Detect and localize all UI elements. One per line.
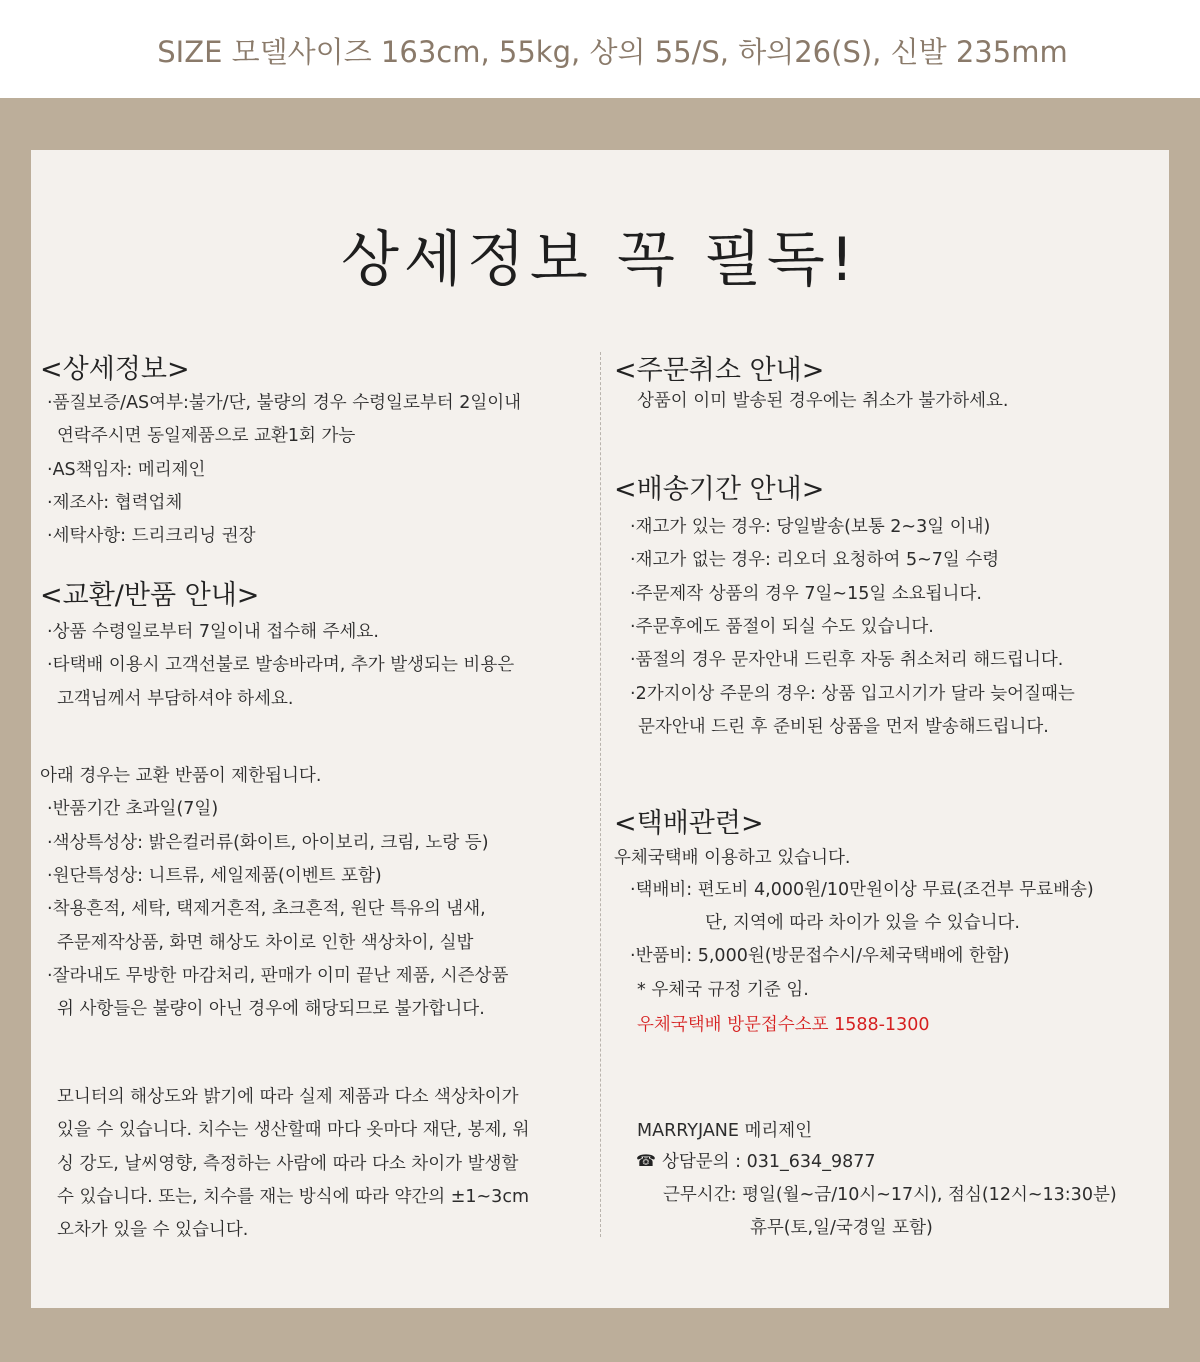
page-title: 상세정보 꼭 필독! <box>341 225 859 295</box>
restrict-line: ·잘라내도 무방한 마감처리, 판매가 이미 끝난 제품, 시즌상품 <box>47 966 509 986</box>
exchange-line: ·상품 수령일로부터 7일이내 접수해 주세요. <box>47 622 379 642</box>
delivery-line: ·재고가 있는 경우: 당일발송(보통 2~3일 이내) <box>630 517 991 537</box>
delivery-line: ·품절의 경우 문자안내 드린후 자동 취소처리 해드립니다. <box>630 650 1064 670</box>
cancel-heading: <주문취소 안내> <box>614 355 825 386</box>
delivery-heading: <배송기간 안내> <box>614 474 825 505</box>
detail-line: 연락주시면 동일제품으로 교환1회 가능 <box>57 426 356 446</box>
contact-phone: 상담문의 : 031_634_9877 <box>662 1152 876 1172</box>
detail-line: ·품질보증/AS여부:불가/단, 불량의 경우 수령일로부터 2일이내 <box>47 393 522 413</box>
contact-holiday: 휴무(토,일/국경일 포함) <box>750 1218 933 1238</box>
brand-name: MARRYJANE 메리제인 <box>637 1121 813 1141</box>
cancel-text: 상품이 이미 발송된 경우에는 취소가 불가하세요. <box>637 391 1009 411</box>
delivery-line: ·주문제작 상품의 경우 7일~15일 소요됩니다. <box>630 584 982 604</box>
monitor-line: 싱 강도, 날씨영향, 측정하는 사람에 따라 다소 차이가 발생할 <box>57 1154 519 1174</box>
detail-heading: <상세정보> <box>40 354 190 385</box>
phone-icon: ☎ <box>636 1151 656 1170</box>
exchange-line: ·타택배 이용시 고객선불로 발송바라며, 추가 발생되는 비용은 <box>47 655 515 675</box>
monitor-line: 오차가 있을 수 있습니다. <box>57 1220 249 1240</box>
delivery-line: ·재고가 없는 경우: 리오더 요청하여 5~7일 수령 <box>630 550 1000 570</box>
courier-intro: 우체국택배 이용하고 있습니다. <box>614 848 851 868</box>
monitor-line: 모니터의 해상도와 밝기에 따라 실제 제품과 다소 색상차이가 <box>57 1087 519 1107</box>
restrict-line: ·반품기간 초과일(7일) <box>47 799 219 819</box>
delivery-line: ·2가지이상 주문의 경우: 상품 입고시기가 달라 늦어질때는 <box>630 684 1075 704</box>
top-band <box>0 0 1200 98</box>
courier-fee-line: ·택배비: 편도비 4,000원/10만원이상 무료(조건부 무료배송) <box>630 880 1094 900</box>
courier-heading: <택배관련> <box>614 808 764 839</box>
exchange-heading: <교환/반품 안내> <box>40 580 260 611</box>
restrict-intro: 아래 경우는 교환 반품이 제한됩니다. <box>40 766 322 786</box>
restrict-line: 주문제작상품, 화면 해상도 차이로 인한 색상차이, 실밥 <box>57 933 474 953</box>
column-divider <box>600 352 601 1237</box>
contact-hours: 근무시간: 평일(월~금/10시~17시), 점심(12시~13:30분) <box>663 1185 1117 1205</box>
restrict-line: ·착용흔적, 세탁, 택제거흔적, 초크흔적, 원단 특유의 냄새, <box>47 899 486 919</box>
restrict-line: 위 사항들은 불량이 아닌 경우에 해당되므로 불가합니다. <box>57 999 485 1019</box>
courier-note: * 우체국 규정 기준 임. <box>637 980 809 1000</box>
delivery-line: ·주문후에도 품절이 되실 수도 있습니다. <box>630 617 934 637</box>
detail-line: ·제조사: 협력업체 <box>47 493 183 513</box>
courier-fee-line: ·반품비: 5,000원(방문접수시/우체국택배에 한함) <box>630 946 1010 966</box>
detail-line: ·AS책임자: 메리제인 <box>47 460 206 480</box>
model-size-info: SIZE 모델사이즈 163cm, 55kg, 상의 55/S, 하의26(S), 신발 235mm <box>157 35 1068 69</box>
monitor-line: 있을 수 있습니다. 치수는 생산할때 마다 옷마다 재단, 봉제, 워 <box>57 1120 530 1140</box>
delivery-line: 문자안내 드린 후 준비된 상품을 먼저 발송해드립니다. <box>638 717 1049 737</box>
restrict-line: ·원단특성상: 니트류, 세일제품(이벤트 포함) <box>47 866 382 886</box>
courier-visit-phone: 우체국택배 방문접수소포 1588-1300 <box>637 1015 930 1035</box>
detail-line: ·세탁사항: 드리크리닝 권장 <box>47 526 256 546</box>
monitor-line: 수 있습니다. 또는, 치수를 재는 방식에 따라 약간의 ±1~3cm <box>57 1187 529 1207</box>
restrict-line: ·색상특성상: 밝은컬러류(화이트, 아이보리, 크림, 노랑 등) <box>47 833 489 853</box>
courier-fee-line: 단, 지역에 따라 차이가 있을 수 있습니다. <box>705 913 1020 933</box>
exchange-line: 고객님께서 부담하셔야 하세요. <box>57 689 294 709</box>
